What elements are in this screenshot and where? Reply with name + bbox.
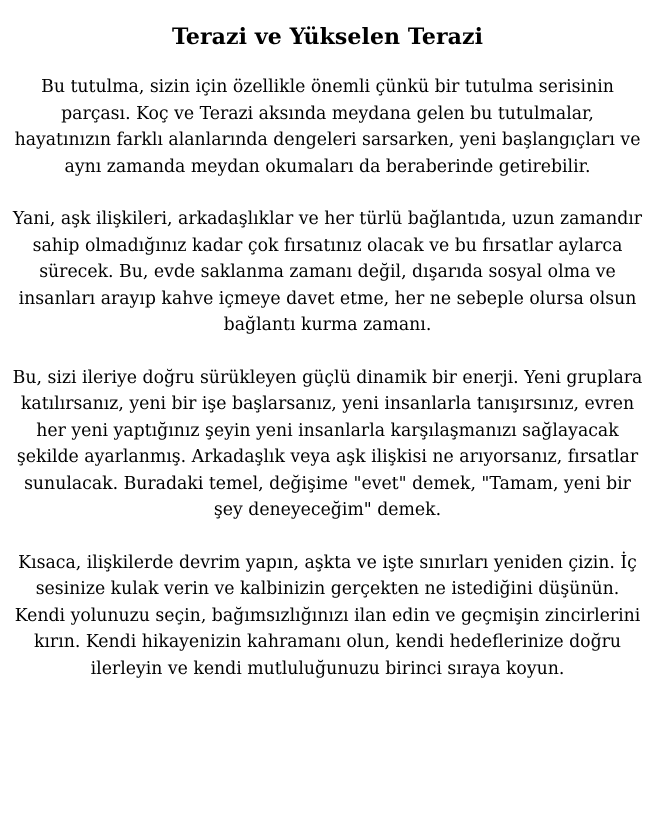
paragraph-3: Bu, sizi ileriye doğru sürükleyen güçlü dinamik bir enerji. Yeni gruplara katılırsanız, yeni bir işe başlarsanız, yeni insanlarla tanışırsınız, evren her yeni yaptığınız şeyin yeni insanlarla karşılaşmanızı sağlayacak şekilde ayarlanmış. Arkadaşlık veya aşk ilişkisi ne arıyorsanız, fırsatlar sunulacak. Buradaki temel, değişime "evet" demek, "Tamam, yeni bir şey deneyeceğim" demek. (12, 367, 643, 520)
page-title: Terazi ve Yükselen Terazi (171, 24, 484, 50)
paragraph-4: Kısaca, ilişkilerde devrim yapın, aşkta ve işte sınırları yeniden çizin. İç sesinize kulak verin ve kalbinizin gerçekten ne istediğini düşünün. Kendi yolunuzu seçin, bağımsızlığınızı ilan edin ve geçmişin zincirlerini kırın. Kendi hikayenizin kahramanı olun, kendi hedeflerinize doğru ilerleyin ve kendi mutluluğunuzu birinci sıraya koyun. (14, 552, 641, 679)
paragraph-2: Yani, aşk ilişkileri, arkadaşlıklar ve her türlü bağlantıda, uzun zamandır sahip olmadığınız kadar çok fırsatınız olacak ve bu fırsatlar aylarca sürecek. Bu, evde saklanma zamanı değil, dışarıda sosyal olma ve insanları arayıp kahve içmeye davet etme, her ne sebeple olursa olsun bağlantı kurma zamanı. (12, 209, 643, 335)
paragraph-1: Bu tutulma, sizin için özellikle önemli çünkü bir tutulma serisinin parçası. Koç ve Terazi aksında meydana gelen bu tutulmalar, hayatınızın farklı alanlarında dengeleri sarsarken, yeni başlangıçları ve aynı zamanda meydan okumaları da beraberinde getirebilir. (14, 77, 641, 177)
